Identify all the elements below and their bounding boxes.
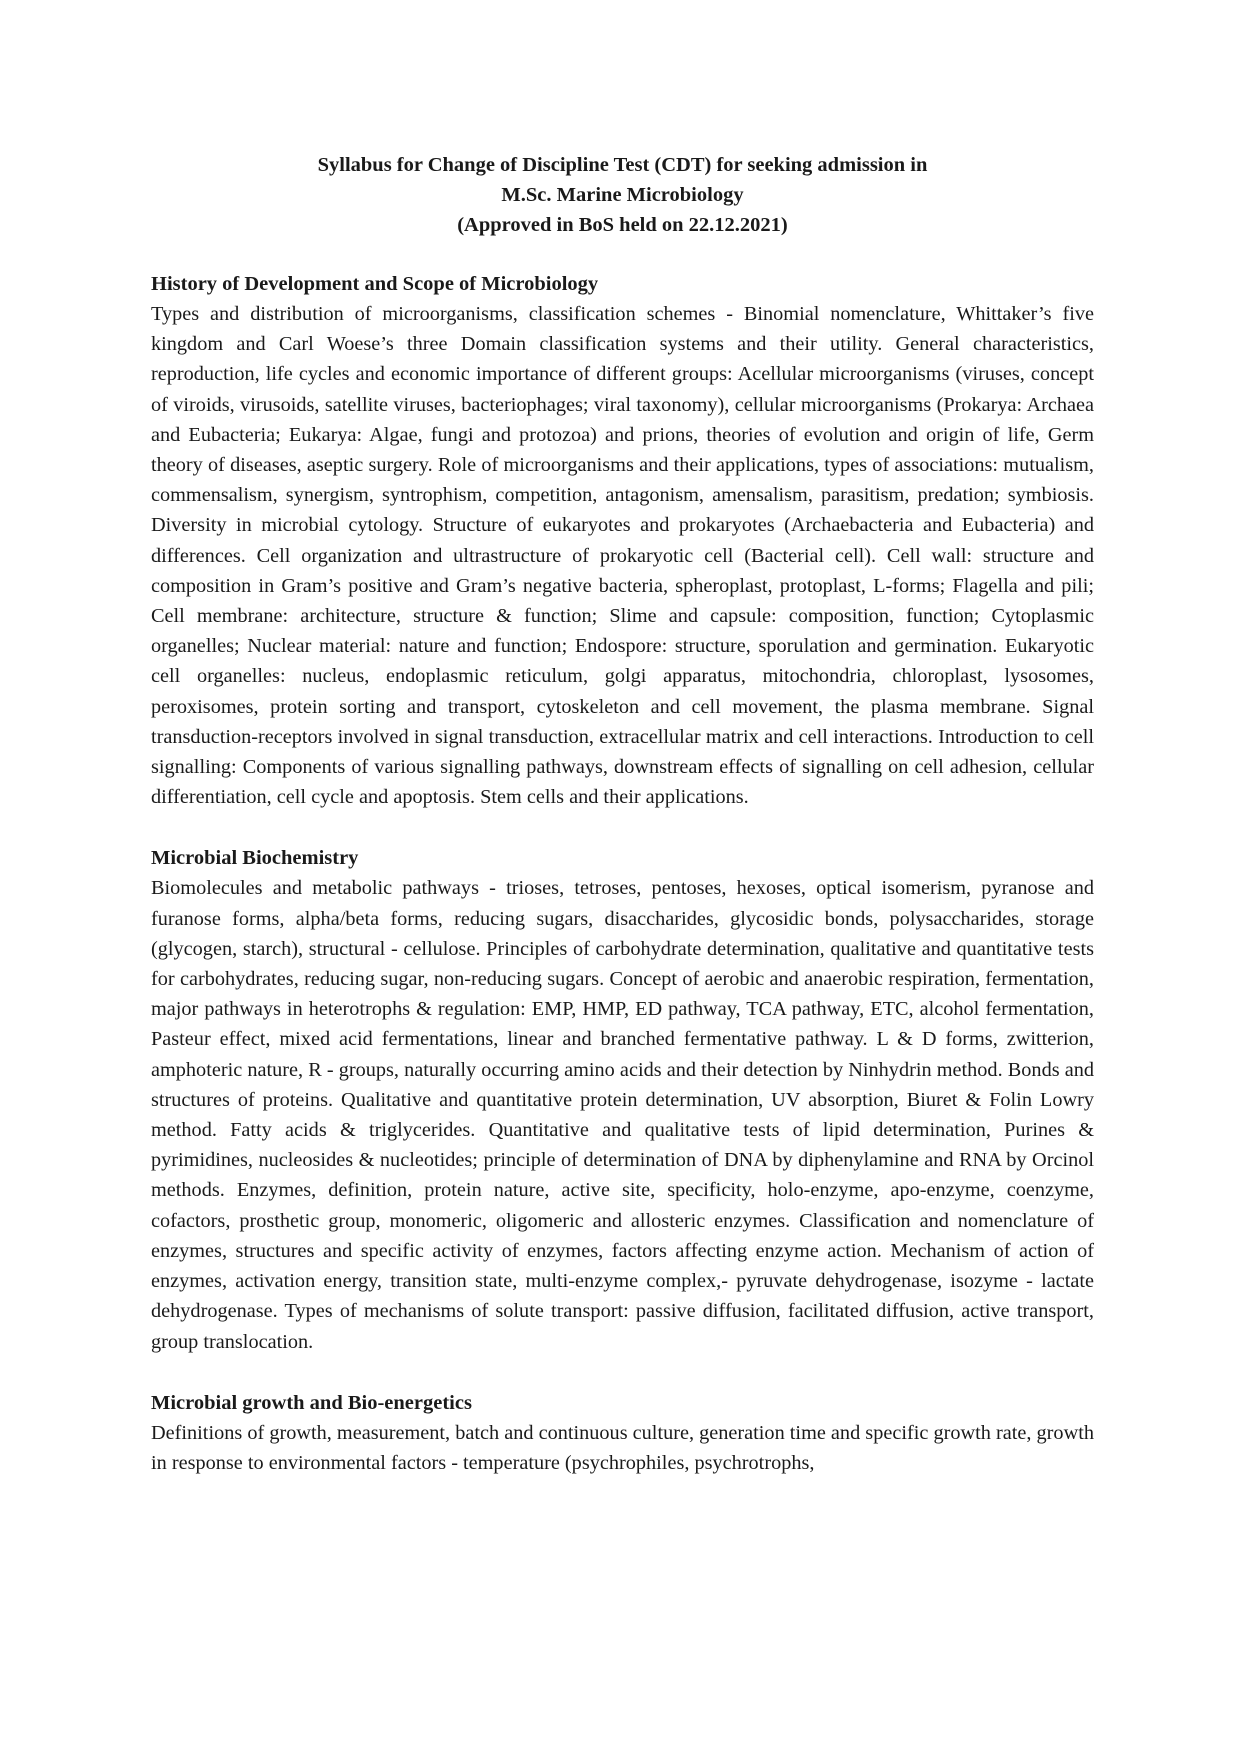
section-body: Types and distribution of microorganisms, classification schemes - Binomial nomenclature, Whittaker’s five kingdom and Carl Woese’s three Domain classification systems and their utility. General characteristics, reproduction, life cycles and economic importance of different groups: Acellular microorganisms (viruses, concept of viroids, virusoids, satellite viruses, bacteriophages; viral taxonomy), cellular microorganisms (Prokarya: Archaea and Eubacteria; Eukarya: Algae, fungi and protozoa) and prions, theories of evolution and origin of life, Germ theory of diseases, aseptic surgery. Role of microorganisms and their applications, types of associations: mutualism, commensalism, synergism, syntrophism, competition, antagonism, amensalism, parasitism, predation; symbiosis. Diversity in microbial cytology. Structure of eukaryotes and prokaryotes (Archaebacteria and Eubacteria) and differences. Cell organization and ultrastructure of prokaryotic cell (Bacterial cell). Cell wall: structure and composition in Gram’s positive and Gram’s negative bacteria, spheroplast, protoplast, L-forms; Flagella and pili; Cell membrane: architecture, structure & function; Slime and capsule: composition, function; Cytoplasmic organelles; Nuclear material: nature and function; Endospore: structure, sporulation and germination. Eukaryotic cell organelles: nucleus, endoplasmic reticulum, golgi apparatus, mitochondria, chloroplast, lysosomes, peroxisomes, protein sorting and transport, cytoskeleton and cell movement, the plasma membrane. Signal transduction-receptors involved in signal transduction, extracellular matrix and cell interactions. Introduction to cell signalling: Components of various signalling pathways, downstream effects of signalling on cell adhesion, cellular differentiation, cell cycle and apoptosis. Stem cells and their applications. <box>151 303 1094 809</box>
title-line-2: M.Sc. Marine Microbiology <box>501 184 744 206</box>
section-heading: History of Development and Scope of Microbiology <box>151 273 599 295</box>
section-biochemistry <box>151 843 1094 1356</box>
title-line-1: Syllabus for Change of Discipline Test (CDT) for seeking admission in <box>317 154 928 176</box>
document-page <box>151 150 1094 1509</box>
title-line-3: (Approved in BoS held on 22.12.2021) <box>457 214 788 236</box>
section-growth <box>151 1388 1094 1478</box>
section-heading: Microbial growth and Bio-energetics <box>151 1391 472 1414</box>
document-title <box>151 150 1094 240</box>
section-heading: Microbial Biochemistry <box>151 847 359 870</box>
section-body: Biomolecules and metabolic pathways - trioses, tetroses, pentoses, hexoses, optical isomerism, pyranose and furanose forms, alpha/beta forms, reducing sugars, disaccharides, glycosidic bonds, polysaccharides, storage (glycogen, starch), structural - cellulose. Principles of carbohydrate determination, qualitative and quantitative tests for carbohydrates, reducing sugar, non-reducing sugars. Concept of aerobic and anaerobic respiration, fermentation, major pathways in heterotrophs & regulation: EMP, HMP, ED pathway, TCA pathway, ETC, alcohol fermentation, Pasteur effect, mixed acid fermentations, linear and branched fermentative pathway. L & D forms, zwitterion, amphoteric nature, R - groups, naturally occurring amino acids and their detection by Ninhydrin method. Bonds and structures of proteins. Qualitative and quantitative protein determination, UV absorption, Biuret & Folin Lowry method. Fatty acids & triglycerides. Quantitative and qualitative tests of lipid determination, Purines & pyrimidines, nucleosides & nucleotides; principle of determination of DNA by diphenylamine and RNA by Orcinol methods. Enzymes, definition, protein nature, active site, specificity, holo-enzyme, apo-enzyme, coenzyme, cofactors, prosthetic group, monomeric, oligomeric and allosteric enzymes. Classification and nomenclature of enzymes, structures and specific activity of enzymes, factors affecting enzyme action. Mechanism of action of enzymes, activation energy, transition state, multi-enzyme complex,- pyruvate dehydrogenase, isozyme - lactate dehydrogenase. Types of mechanisms of solute transport: passive diffusion, facilitated diffusion, active transport, group translocation. <box>151 877 1094 1353</box>
section-body: Definitions of growth, measurement, batch and continuous culture, generation time and specific growth rate, growth in response to environmental factors - temperature (psychrophiles, psychrotrophs, <box>151 1421 1094 1474</box>
section-history <box>151 269 1094 812</box>
